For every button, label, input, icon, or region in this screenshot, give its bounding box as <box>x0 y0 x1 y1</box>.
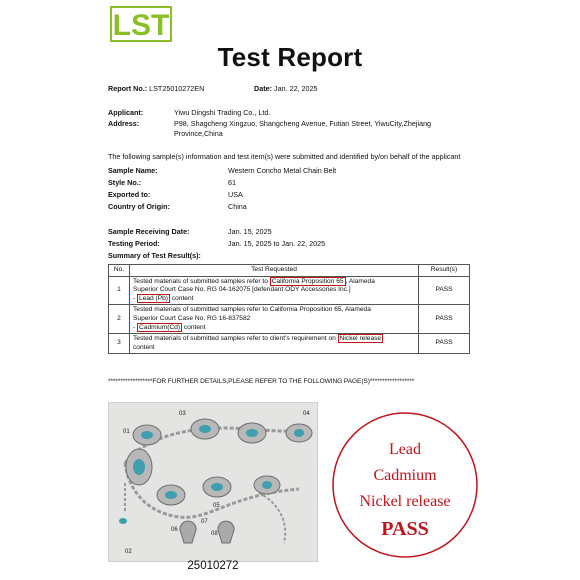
receiving-date-label: Sample Receiving Date: <box>108 227 190 236</box>
address-line1: P98, Shagcheng Xingzuo, Shangcheng Avenue, Futian Street, YiwuCity,Zhejiang <box>174 119 432 128</box>
callout-label: 01 <box>123 429 130 435</box>
testing-period-value: Jan. 15, 2025 to Jan. 22, 2025 <box>228 239 326 248</box>
style-label: Style No.: <box>108 178 142 187</box>
exported-value: USA <box>228 190 243 199</box>
highlight-box: California Proposition 65 <box>271 277 344 285</box>
address-label: Address: <box>108 119 140 128</box>
table-row <box>109 334 470 354</box>
report-date-row <box>254 84 318 93</box>
summary-label: Summary of Test Result(s): <box>108 251 201 260</box>
desc-text: - <box>133 323 138 331</box>
logo-text: LST <box>112 9 170 42</box>
row-number: 3 <box>109 334 130 354</box>
report-no-value: LST25010272EN <box>149 84 205 93</box>
intro-text: The following sample(s) information and test item(s) were submitted and identified by/on behalf of the applicant <box>108 152 461 161</box>
callout-label: 06 <box>171 527 178 533</box>
style-value: 61 <box>228 178 236 187</box>
row-number: 2 <box>109 305 130 334</box>
highlight-box: Nickel release <box>339 335 382 343</box>
applicant-value: Yiwu Dingshi Trading Co., Ltd. <box>174 108 271 117</box>
desc-text: - <box>133 294 138 302</box>
address-line2: Province,China <box>174 129 223 138</box>
stamp-cadmium: Cadmium <box>373 467 437 484</box>
exported-label: Exported to: <box>108 190 151 199</box>
desc-text: Superior Court Case No. RG 04-162075 [defendant ODY Accessories Inc.] <box>133 286 351 294</box>
table-row <box>109 276 470 305</box>
testing-period-label: Testing Period: <box>108 239 160 248</box>
belt-illustration <box>109 403 317 561</box>
row-number: 1 <box>109 276 130 305</box>
stamp-pass: PASS <box>381 518 429 540</box>
col-header-result: Result(s) <box>419 265 470 277</box>
result-value: PASS <box>419 276 470 305</box>
lst-logo <box>110 6 172 42</box>
desc-text: content <box>133 343 155 351</box>
stamp-nickel: Nickel release <box>359 493 451 510</box>
pass-stamp <box>330 410 480 560</box>
further-details-separator: ******************FOR FURTHER DETAILS,PLEASE REFER TO THE FOLLOWING PAGE(S)****************** <box>108 378 415 385</box>
product-photo <box>108 402 318 562</box>
desc-text: content <box>170 294 194 302</box>
sample-name-label: Sample Name: <box>108 166 158 175</box>
desc-text: Tested materials of submitted samples refer to client's requirement on <box>133 335 338 343</box>
table-row <box>109 305 470 334</box>
report-no-label: Report No.: <box>108 84 148 93</box>
callout-label: 03 <box>179 411 186 417</box>
callout-label: 07 <box>201 519 208 525</box>
desc-text: content <box>182 323 206 331</box>
col-header-no: No. <box>109 265 130 277</box>
stamp-lead: Lead <box>389 441 421 458</box>
report-date-label: Date: <box>254 84 272 93</box>
result-value: PASS <box>419 305 470 334</box>
receiving-date-value: Jan. 15, 2025 <box>228 227 272 236</box>
page-title: Test Report <box>217 42 363 72</box>
test-description <box>130 276 419 305</box>
callout-label: 08 <box>211 531 218 537</box>
results-table <box>108 264 470 354</box>
highlight-box: Lead (Pb) <box>139 294 168 302</box>
sample-name-value: Western Concho Metal Chain Belt <box>228 166 337 175</box>
callout-label: 04 <box>303 411 310 417</box>
highlight-box: Cadmium(Cd) <box>139 323 181 331</box>
desc-text: , Alameda <box>345 277 375 285</box>
desc-text: Tested materials of submitted samples refer to California Proposition 65, Alameda <box>133 306 371 314</box>
test-description <box>130 334 419 354</box>
desc-text: Superior Court Case No. RG 16-837582 <box>133 314 251 322</box>
callout-label: 02 <box>125 549 132 555</box>
photo-caption: 25010272 <box>187 560 239 572</box>
test-description <box>130 305 419 334</box>
origin-label: Country of Origin: <box>108 202 170 211</box>
report-date-value: Jan. 22, 2025 <box>273 84 318 93</box>
origin-value: China <box>228 202 247 211</box>
report-number-row <box>108 84 204 93</box>
result-value: PASS <box>419 334 470 354</box>
col-header-test: Test Requested <box>130 265 419 277</box>
applicant-label: Applicant: <box>108 108 144 117</box>
table-header-row <box>109 265 470 277</box>
callout-label: 05 <box>213 503 220 509</box>
desc-text: Tested materials of submitted samples refer to <box>133 277 270 285</box>
